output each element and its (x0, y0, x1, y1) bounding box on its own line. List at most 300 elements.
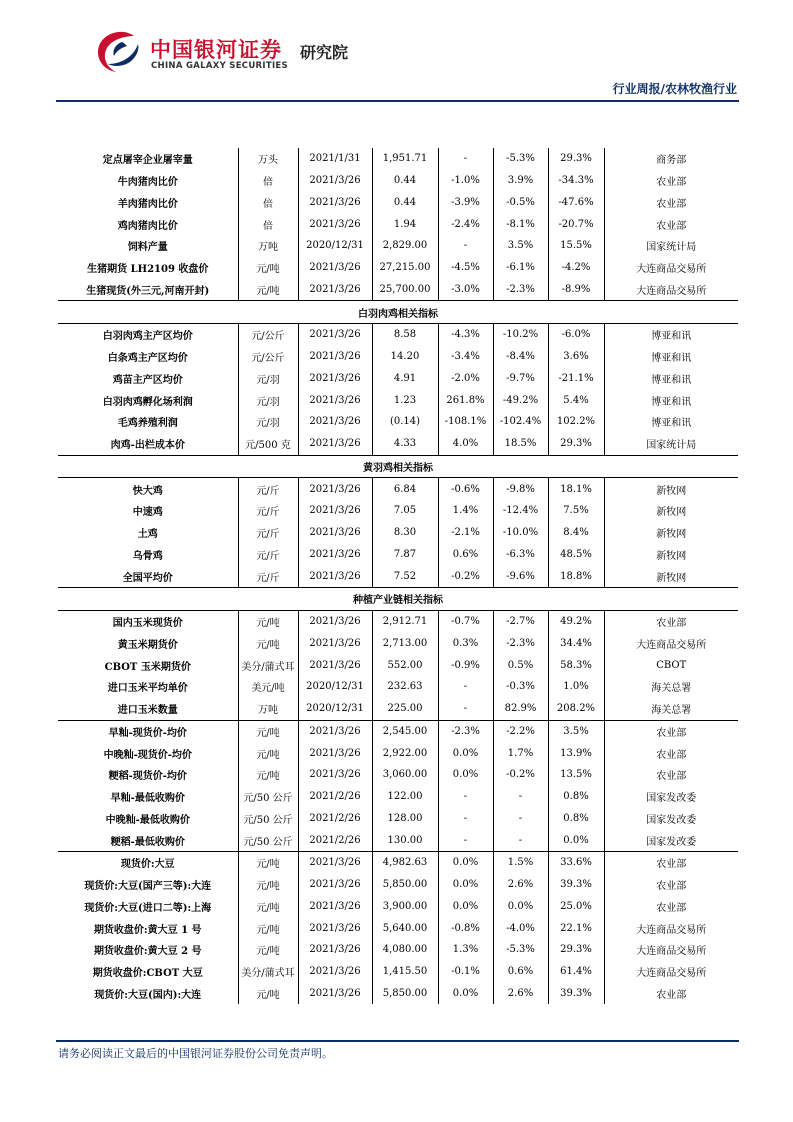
indicator-name: 羊肉猪肉比价 (117, 198, 178, 210)
source: 新牧网 (604, 500, 738, 522)
table-row (58, 698, 738, 720)
table-row (58, 983, 738, 1005)
unit: 元/吨 (238, 257, 298, 279)
date: 2021/3/26 (298, 764, 372, 786)
unit: 美分/蒲式耳 (238, 961, 298, 983)
value: 4.33 (372, 433, 438, 455)
wow-change: - (438, 676, 493, 698)
yoy-change: 22.1% (548, 917, 604, 939)
table-row (58, 874, 738, 896)
date: 2020/12/31 (298, 676, 372, 698)
yoy-change: 25.0% (548, 896, 604, 918)
mom-change: 18.5% (493, 433, 548, 455)
table-row (58, 192, 738, 214)
value: 552.00 (372, 654, 438, 676)
value: 128.00 (372, 808, 438, 830)
value: 25,700.00 (372, 279, 438, 301)
source: 农业部 (604, 764, 738, 786)
mom-change: 0.6% (493, 961, 548, 983)
wow-change: - (438, 148, 493, 170)
mom-change: 0.0% (493, 896, 548, 918)
source: 博亚和讯 (604, 324, 738, 346)
indicator-name: 中晚籼-最低收购价 (105, 814, 190, 826)
unit: 元/斤 (238, 478, 298, 500)
mom-change: -4.0% (493, 917, 548, 939)
indicator-name: 粳稻-最低收购价 (110, 836, 185, 848)
wow-change: 0.6% (438, 544, 493, 566)
source: 农业部 (604, 852, 738, 874)
mom-change: -2.7% (493, 610, 548, 632)
value: 5,850.00 (372, 983, 438, 1005)
yoy-change: 18.8% (548, 565, 604, 587)
yoy-change: 208.2% (548, 698, 604, 720)
wow-change: -3.0% (438, 279, 493, 301)
unit: 元/吨 (238, 917, 298, 939)
value: 4.91 (372, 368, 438, 390)
wow-change: 0.0% (438, 764, 493, 786)
brand-name-cn: 中国银河证券 (150, 38, 282, 62)
section-header (58, 301, 738, 324)
table-row (58, 939, 738, 961)
unit: 倍 (238, 170, 298, 192)
date: 2021/3/26 (298, 192, 372, 214)
indicator-name: 生猪现货(外三元,河南开封) (86, 285, 210, 297)
table-row (58, 742, 738, 764)
yoy-change: 15.5% (548, 235, 604, 257)
value: 1.94 (372, 213, 438, 235)
date: 2021/3/26 (298, 368, 372, 390)
indicator-name: 现货价:大豆 (58, 852, 238, 874)
date: 2021/3/26 (298, 610, 372, 632)
mom-change: -0.3% (493, 676, 548, 698)
value: 7.87 (372, 544, 438, 566)
mom-change: 1.5% (493, 852, 548, 874)
yoy-change: 61.4% (548, 961, 604, 983)
table-row (58, 279, 738, 301)
table-row (58, 257, 738, 279)
table-row (58, 917, 738, 939)
value: 4,982.63 (372, 852, 438, 874)
value: 225.00 (372, 698, 438, 720)
date: 2021/3/26 (298, 983, 372, 1005)
wow-change: - (438, 808, 493, 830)
indicator-name: 粳稻-现货价-均价 (108, 771, 187, 783)
source: 大连商品交易所 (604, 961, 738, 983)
wow-change: - (438, 698, 493, 720)
unit: 元/500 克 (238, 433, 298, 455)
value: 7.05 (372, 500, 438, 522)
date: 2021/3/26 (298, 852, 372, 874)
wow-change: -2.0% (438, 368, 493, 390)
date: 2021/3/26 (298, 565, 372, 587)
mom-change: -6.3% (493, 544, 548, 566)
source: 大连商品交易所 (604, 257, 738, 279)
yoy-change: 0.8% (548, 786, 604, 808)
section-title: 种植产业链相关指标 (58, 588, 738, 611)
yoy-change: -21.1% (548, 368, 604, 390)
source: 新牧网 (604, 522, 738, 544)
value: 1,951.71 (372, 148, 438, 170)
date: 2021/3/26 (298, 213, 372, 235)
mom-change: 0.5% (493, 654, 548, 676)
unit: 元/吨 (238, 764, 298, 786)
source: 商务部 (604, 148, 738, 170)
source: 新牧网 (604, 565, 738, 587)
mom-change: -5.3% (493, 939, 548, 961)
indicator-name: 黄玉米期货价 (117, 639, 178, 651)
unit: 万吨 (238, 235, 298, 257)
value: 122.00 (372, 786, 438, 808)
indicator-name: 期货收盘价:黄大豆 1 号 (93, 924, 202, 936)
date: 2021/3/26 (298, 170, 372, 192)
value: 8.30 (372, 522, 438, 544)
section-header (58, 588, 738, 611)
value: 2,713.00 (372, 633, 438, 655)
unit: 元/吨 (238, 852, 298, 874)
table-row (58, 676, 738, 698)
unit: 元/吨 (238, 939, 298, 961)
indicator-name: 中晚籼-现货价-均价 (103, 749, 192, 761)
unit: 倍 (238, 192, 298, 214)
date: 2021/3/26 (298, 917, 372, 939)
source: 农业部 (604, 610, 738, 632)
table-row (58, 411, 738, 433)
table-row (58, 544, 738, 566)
unit: 元/斤 (238, 522, 298, 544)
table-row (58, 808, 738, 830)
mom-change: 2.6% (493, 983, 548, 1005)
mom-change: -8.1% (493, 213, 548, 235)
value: 2,912.71 (372, 610, 438, 632)
date: 2021/3/26 (298, 720, 372, 742)
table-row (58, 500, 738, 522)
header-divider (56, 100, 739, 102)
table-row (58, 235, 738, 257)
wow-change: -3.4% (438, 346, 493, 368)
value: 4,080.00 (372, 939, 438, 961)
value: 3,060.00 (372, 764, 438, 786)
indicator-name: 中速鸡 (132, 507, 163, 519)
date: 2021/3/26 (298, 257, 372, 279)
page-header (0, 0, 793, 100)
yoy-change: 39.3% (548, 874, 604, 896)
wow-change: 1.3% (438, 939, 493, 961)
table-row (58, 896, 738, 918)
wow-change: -3.9% (438, 192, 493, 214)
source: 国家统计局 (604, 433, 738, 455)
source: 大连商品交易所 (604, 917, 738, 939)
indicator-name: 现货价:大豆(国产三等):大连 (84, 881, 212, 893)
value: 27,215.00 (372, 257, 438, 279)
source: CBOT (604, 654, 738, 676)
unit: 元/吨 (238, 720, 298, 742)
yoy-change: 3.5% (548, 720, 604, 742)
brand-name-en: CHINA GALAXY SECURITIES (151, 61, 288, 71)
wow-change: 1.4% (438, 500, 493, 522)
mom-change: -49.2% (493, 389, 548, 411)
value: 8.58 (372, 324, 438, 346)
mom-change: -102.4% (493, 411, 548, 433)
mom-change: - (493, 786, 548, 808)
unit: 元/吨 (238, 983, 298, 1005)
indicator-name: 白羽肉鸡孵化场利润 (102, 396, 193, 408)
unit: 倍 (238, 213, 298, 235)
wow-change: 0.0% (438, 852, 493, 874)
source: 博亚和讯 (604, 389, 738, 411)
date: 2021/3/26 (298, 478, 372, 500)
indicator-name: 快大鸡 (58, 478, 238, 500)
mom-change: - (493, 829, 548, 851)
source: 国家发改委 (604, 829, 738, 851)
mom-change: -10.2% (493, 324, 548, 346)
table-row (58, 368, 738, 390)
mom-change: -10.0% (493, 522, 548, 544)
table-row (58, 786, 738, 808)
date: 2021/3/26 (298, 389, 372, 411)
unit: 万吨 (238, 698, 298, 720)
mom-change: -0.2% (493, 764, 548, 786)
yoy-change: 8.4% (548, 522, 604, 544)
yoy-change: 58.3% (548, 654, 604, 676)
indicator-name: 白条鸡主产区均价 (107, 353, 188, 365)
yoy-change: 0.0% (548, 829, 604, 851)
wow-change: -0.9% (438, 654, 493, 676)
table-row (58, 565, 738, 587)
yoy-change: -34.3% (548, 170, 604, 192)
date: 2021/3/26 (298, 633, 372, 655)
value: 232.63 (372, 676, 438, 698)
unit: 元/公斤 (238, 324, 298, 346)
value: 2,922.00 (372, 742, 438, 764)
indicator-name: 现货价:大豆(国内):大连 (94, 989, 202, 1001)
unit: 元/吨 (238, 896, 298, 918)
wow-change: 4.0% (438, 433, 493, 455)
indicator-name: 早籼-最低收购价 (110, 793, 185, 805)
date: 2021/3/26 (298, 279, 372, 301)
source: 大连商品交易所 (604, 279, 738, 301)
table-row (58, 522, 738, 544)
date: 2021/3/26 (298, 346, 372, 368)
section-header (58, 455, 738, 478)
table-row (58, 148, 738, 170)
yoy-change: 29.3% (548, 939, 604, 961)
wow-change: -0.8% (438, 917, 493, 939)
date: 2021/3/26 (298, 411, 372, 433)
mom-change: -2.3% (493, 279, 548, 301)
unit: 元/吨 (238, 633, 298, 655)
unit: 元/吨 (238, 279, 298, 301)
source: 农业部 (604, 896, 738, 918)
yoy-change: 39.3% (548, 983, 604, 1005)
indicator-name: 毛鸡养殖利润 (117, 418, 178, 430)
yoy-change: 13.9% (548, 742, 604, 764)
date: 2021/1/31 (298, 148, 372, 170)
yoy-change: 102.2% (548, 411, 604, 433)
yoy-change: 29.3% (548, 148, 604, 170)
indicator-name: 牛肉猪肉比价 (117, 177, 178, 189)
wow-change: - (438, 829, 493, 851)
value: 0.44 (372, 192, 438, 214)
source: 农业部 (604, 213, 738, 235)
yoy-change: -47.6% (548, 192, 604, 214)
mom-change: -2.3% (493, 633, 548, 655)
table-row (58, 654, 738, 676)
yoy-change: 1.0% (548, 676, 604, 698)
date: 2020/12/31 (298, 235, 372, 257)
source: 博亚和讯 (604, 368, 738, 390)
date: 2021/3/26 (298, 500, 372, 522)
value: 0.44 (372, 170, 438, 192)
indicator-name: 鸡肉猪肉比价 (117, 220, 178, 232)
unit: 元/吨 (238, 610, 298, 632)
mom-change: -5.3% (493, 148, 548, 170)
table-row (58, 764, 738, 786)
mom-change: -2.2% (493, 720, 548, 742)
mom-change: -9.7% (493, 368, 548, 390)
yoy-change: 34.4% (548, 633, 604, 655)
date: 2021/3/26 (298, 433, 372, 455)
value: (0.14) (372, 411, 438, 433)
value: 2,545.00 (372, 720, 438, 742)
unit: 元/羽 (238, 389, 298, 411)
wow-change: -2.1% (438, 522, 493, 544)
table-row (58, 633, 738, 655)
value: 1.23 (372, 389, 438, 411)
source: 国家发改委 (604, 786, 738, 808)
unit: 元/公斤 (238, 346, 298, 368)
source: 国家发改委 (604, 808, 738, 830)
value: 1,415.50 (372, 961, 438, 983)
value: 3,900.00 (372, 896, 438, 918)
date: 2021/3/26 (298, 654, 372, 676)
value: 7.52 (372, 565, 438, 587)
yoy-change: 49.2% (548, 610, 604, 632)
mom-change: 1.7% (493, 742, 548, 764)
mom-change: -12.4% (493, 500, 548, 522)
mom-change: -6.1% (493, 257, 548, 279)
date: 2021/3/26 (298, 874, 372, 896)
footer-divider (56, 1040, 739, 1042)
mom-change: 82.9% (493, 698, 548, 720)
mom-change: -8.4% (493, 346, 548, 368)
wow-change: 261.8% (438, 389, 493, 411)
source: 农业部 (604, 720, 738, 742)
date: 2021/2/26 (298, 786, 372, 808)
yoy-change: -6.0% (548, 324, 604, 346)
date: 2021/3/26 (298, 961, 372, 983)
yoy-change: -8.9% (548, 279, 604, 301)
unit: 元/50 公斤 (238, 808, 298, 830)
indicator-table (58, 148, 738, 1004)
wow-change: -1.0% (438, 170, 493, 192)
unit: 万头 (238, 148, 298, 170)
source: 海关总署 (604, 698, 738, 720)
indicator-name: 土鸡 (137, 529, 158, 541)
section-title: 黄羽鸡相关指标 (58, 455, 738, 478)
indicator-name: 肉鸡-出栏成本价 (110, 440, 185, 452)
yoy-change: 48.5% (548, 544, 604, 566)
unit: 元/吨 (238, 874, 298, 896)
unit: 美元/吨 (238, 676, 298, 698)
table-row (58, 213, 738, 235)
yoy-change: 0.8% (548, 808, 604, 830)
indicator-name: 期货收盘价:CBOT 大豆 (92, 968, 203, 980)
date: 2020/12/31 (298, 698, 372, 720)
mom-change: 3.9% (493, 170, 548, 192)
wow-change: 0.0% (438, 983, 493, 1005)
table-row (58, 346, 738, 368)
mom-change: - (493, 808, 548, 830)
wow-change: -0.6% (438, 478, 493, 500)
mom-change: -9.8% (493, 478, 548, 500)
indicator-name: 乌骨鸡 (132, 550, 163, 562)
table-row (58, 610, 738, 632)
section-title: 白羽肉鸡相关指标 (58, 301, 738, 324)
unit: 元/羽 (238, 411, 298, 433)
table-row (58, 852, 738, 874)
indicator-name: 鸡苗主产区均价 (112, 374, 183, 386)
date: 2021/3/26 (298, 742, 372, 764)
galaxy-logo-icon (94, 30, 140, 74)
value: 5,850.00 (372, 874, 438, 896)
wow-change: 0.0% (438, 896, 493, 918)
unit: 元/吨 (238, 742, 298, 764)
yoy-change: 7.5% (548, 500, 604, 522)
yoy-change: 33.6% (548, 852, 604, 874)
yoy-change: 3.6% (548, 346, 604, 368)
value: 14.20 (372, 346, 438, 368)
date: 2021/3/26 (298, 939, 372, 961)
date: 2021/3/26 (298, 896, 372, 918)
value: 130.00 (372, 829, 438, 851)
unit: 元/羽 (238, 368, 298, 390)
mom-change: 2.6% (493, 874, 548, 896)
source: 海关总署 (604, 676, 738, 698)
indicator-name: 白羽肉鸡主产区均价 (58, 324, 238, 346)
unit: 美分/蒲式耳 (238, 654, 298, 676)
source: 国家统计局 (604, 235, 738, 257)
date: 2021/3/26 (298, 544, 372, 566)
table-row (58, 170, 738, 192)
wow-change: 0.0% (438, 874, 493, 896)
yoy-change: 29.3% (548, 433, 604, 455)
indicator-name: 现货价:大豆(进口二等):上海 (84, 902, 212, 914)
indicator-name: 全国平均价 (122, 572, 173, 584)
wow-change: -2.4% (438, 213, 493, 235)
wow-change: -4.3% (438, 324, 493, 346)
date: 2021/2/26 (298, 808, 372, 830)
source: 农业部 (604, 170, 738, 192)
value: 5,640.00 (372, 917, 438, 939)
date: 2021/3/26 (298, 324, 372, 346)
table-row (58, 829, 738, 851)
unit: 元/斤 (238, 544, 298, 566)
yoy-change: 5.4% (548, 389, 604, 411)
yoy-change: 18.1% (548, 478, 604, 500)
indicator-name: CBOT 玉米期货价 (104, 661, 191, 673)
source: 农业部 (604, 874, 738, 896)
institute-label: 研究院 (300, 43, 349, 62)
indicator-name: 生猪期货 LH2109 收盘价 (87, 264, 209, 276)
wow-change: -4.5% (438, 257, 493, 279)
indicator-name: 早籼-现货价-均价 (58, 720, 238, 742)
wow-change: -2.3% (438, 720, 493, 742)
indicator-name: 国内玉米现货价 (58, 610, 238, 632)
disclaimer: 请务必阅读正文最后的中国银河证券股份公司免责声明。 (58, 1047, 333, 1060)
source: 农业部 (604, 742, 738, 764)
indicator-name: 期货收盘价:黄大豆 2 号 (93, 946, 202, 958)
date: 2021/2/26 (298, 829, 372, 851)
